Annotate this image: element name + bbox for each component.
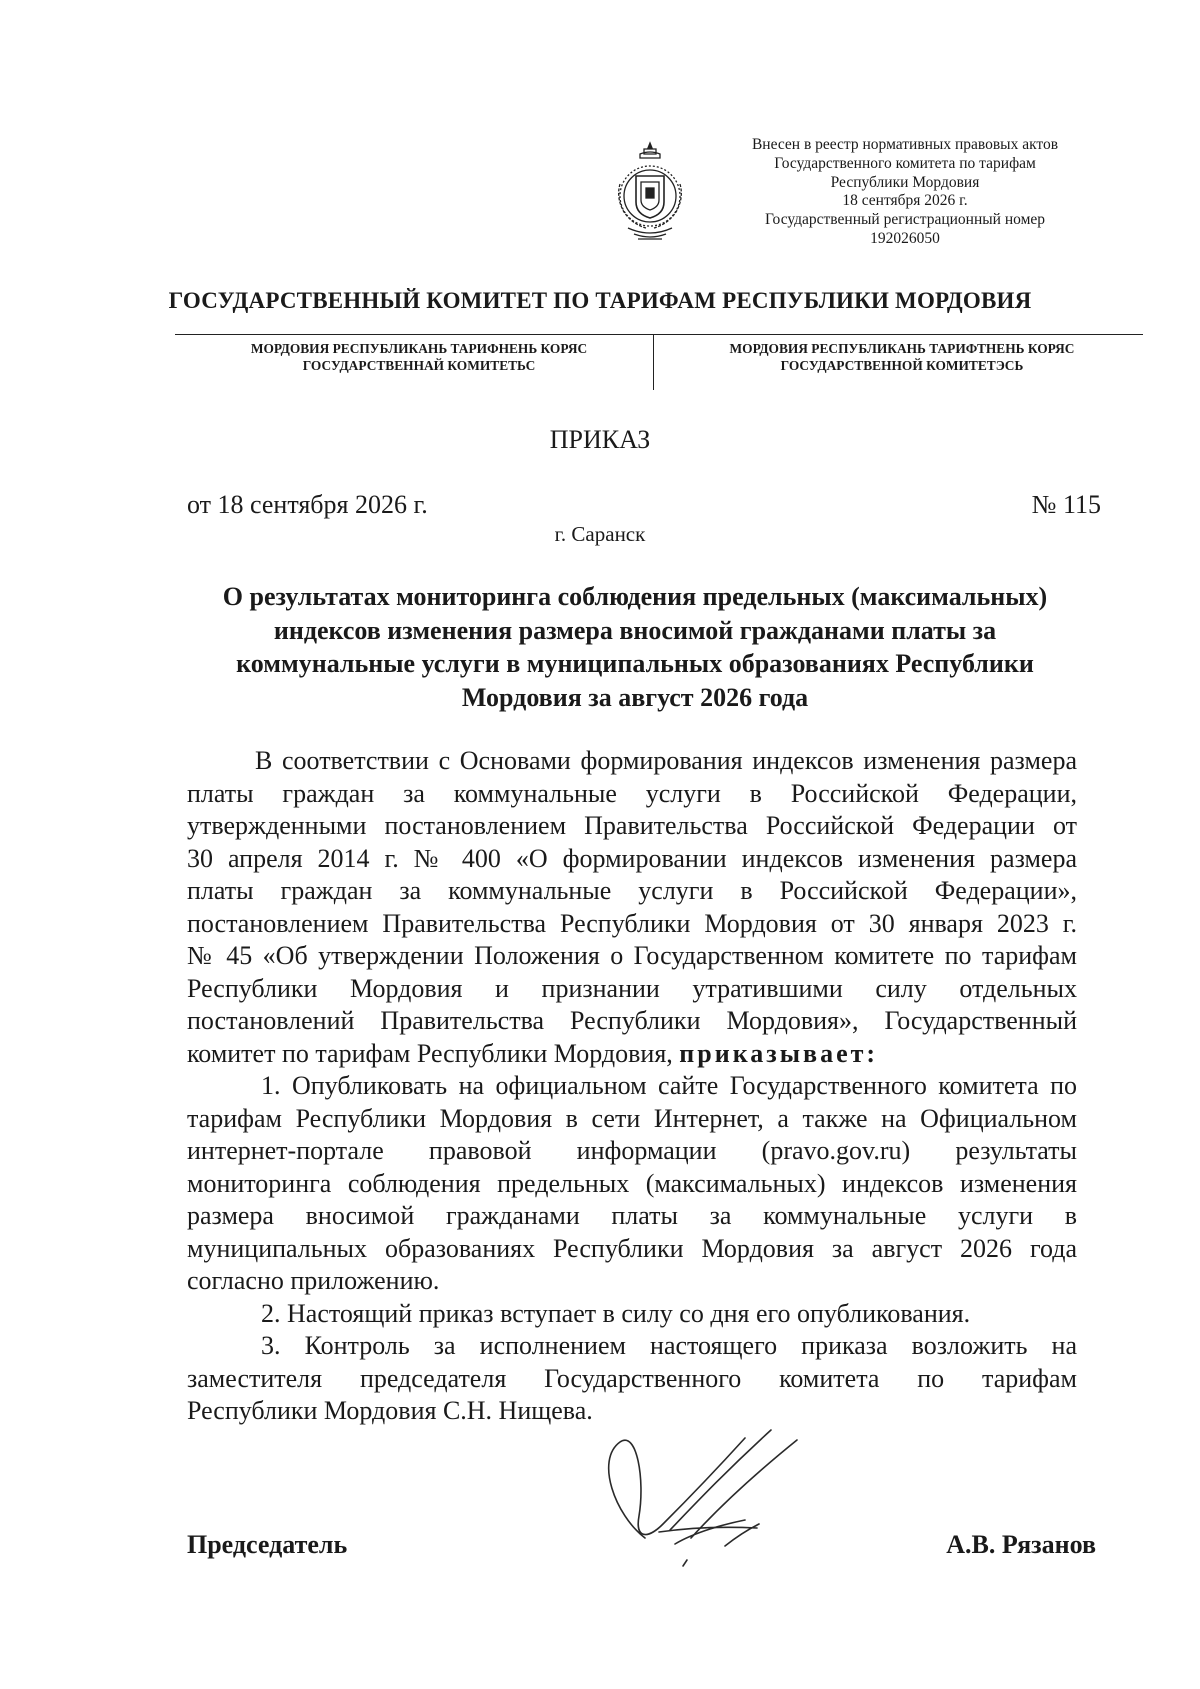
body-line: платы граждан за коммунальные услуги в Российской Федерации, <box>187 778 1077 808</box>
document-number: № 115 <box>1031 490 1101 519</box>
item-1-line: тарифам Республики Мордовия в сети Интернет, а также на Официальном <box>187 1103 1077 1133</box>
body-line <box>187 1038 1077 1071</box>
header-erzya-name <box>672 340 1132 374</box>
body-line: 30 апреля 2014 г. № 400 «О формировании индексов изменения размера <box>187 843 1077 873</box>
header-divider <box>653 334 654 390</box>
header-moksha-line: МОРДОВИЯ РЕСПУБЛИКАНЬ ТАРИФНЕНЬ КОРЯС <box>250 341 588 356</box>
header-moksha-name <box>205 340 633 374</box>
item-1-line: интернет-портале правовой информации (pravo.gov.ru) результаты <box>187 1136 1077 1165</box>
heading-line: О результатах мониторинга соблюдения предельных (максимальных) <box>222 582 1048 611</box>
registry-line: 18 сентября 2026 г. <box>842 192 968 210</box>
item-1-line: согласно приложению. <box>187 1266 440 1295</box>
body-line: утвержденными постановлением Правительства Российской Федерации от <box>187 811 1077 840</box>
body-line: Республики Мордовия и признании утратившими силу отдельных <box>187 973 1077 1003</box>
coat-of-arms-emblem <box>606 140 694 244</box>
body-line: постановлением Правительства Республики Мордовия от 30 января 2023 г. <box>187 908 1077 938</box>
organization-title: ГОСУДАРСТВЕННЫЙ КОМИТЕТ ПО ТАРИФАМ РЕСПУБЛИКИ МОРДОВИЯ <box>168 288 1032 313</box>
item-3-line: 3. Контроль за исполнением настоящего приказа возложить на <box>261 1331 1077 1360</box>
item-3-line: Республики Мордовия С.Н. Нищева. <box>187 1396 593 1425</box>
header-rule-left <box>175 334 653 335</box>
item-2: 2. Настоящий приказ вступает в силу со дня его опубликования. <box>261 1298 971 1328</box>
order-word: приказывает: <box>679 1038 879 1068</box>
item-3-line: заместителя председателя Государственного комитета по тарифам <box>187 1363 1077 1393</box>
document-heading <box>190 580 1080 714</box>
signatory-name: А.В. Рязанов <box>946 1530 1096 1559</box>
document-date: от 18 сентября 2026 г. <box>187 490 428 519</box>
registry-line: Внесен в реестр нормативных правовых актов <box>751 136 1059 153</box>
registry-number: 192026050 <box>870 229 940 247</box>
header-erzya-line: МОРДОВИЯ РЕСПУБЛИКАНЬ ТАРИФТНЕНЬ КОРЯС <box>729 341 1075 356</box>
body-line: № 45 «Об утверждении Положения о Государственном комитете по тарифам <box>187 941 1077 970</box>
body-line: постановлений Правительства Республики Мордовия», Государственный <box>187 1006 1077 1035</box>
registry-line: Государственного комитета по тарифам <box>774 154 1036 172</box>
registry-line: Государственный регистрационный номер <box>764 211 1046 229</box>
preamble-end: комитет по тарифам Республики Мордовия, <box>187 1038 680 1068</box>
header-erzya-line: ГОСУДАРСТВЕННОЙ КОМИТЕТЭСЬ <box>780 358 1024 373</box>
registry-line: Республики Мордовия <box>830 173 980 191</box>
item-1-line: муниципальных образованиях Республики Мордовия за август 2026 года <box>187 1233 1077 1263</box>
signatory-role: Председатель <box>187 1530 348 1559</box>
heading-line: Мордовия за август 2026 года <box>461 682 809 712</box>
heading-line: индексов изменения размера вносимой гражданами платы за <box>273 615 997 645</box>
header-rule-right <box>653 334 1143 335</box>
body-line: В соответствии с Основами формирования индексов изменения размера <box>255 746 1077 775</box>
document-city: г. Саранск <box>554 522 646 546</box>
body-line: платы граждан за коммунальные услуги в Российской Федерации», <box>187 876 1077 905</box>
item-1-line: размера вносимой гражданами платы за коммунальные услуги в <box>187 1201 1077 1230</box>
registry-note <box>740 136 1070 249</box>
handwritten-signature <box>575 1420 855 1585</box>
document-body <box>187 745 1077 1428</box>
item-1-line: мониторинга соблюдения предельных (максимальных) индексов изменения <box>187 1168 1077 1198</box>
document-type: ПРИКАЗ <box>549 425 651 454</box>
heading-line: коммунальные услуги в муниципальных образованиях Республики <box>236 649 1034 678</box>
header-moksha-line: ГОСУДАРСТВЕННАЙ КОМИТЕТЬС <box>302 358 536 373</box>
item-1-line: 1. Опубликовать на официальном сайте Государственного комитета по <box>261 1071 1077 1100</box>
